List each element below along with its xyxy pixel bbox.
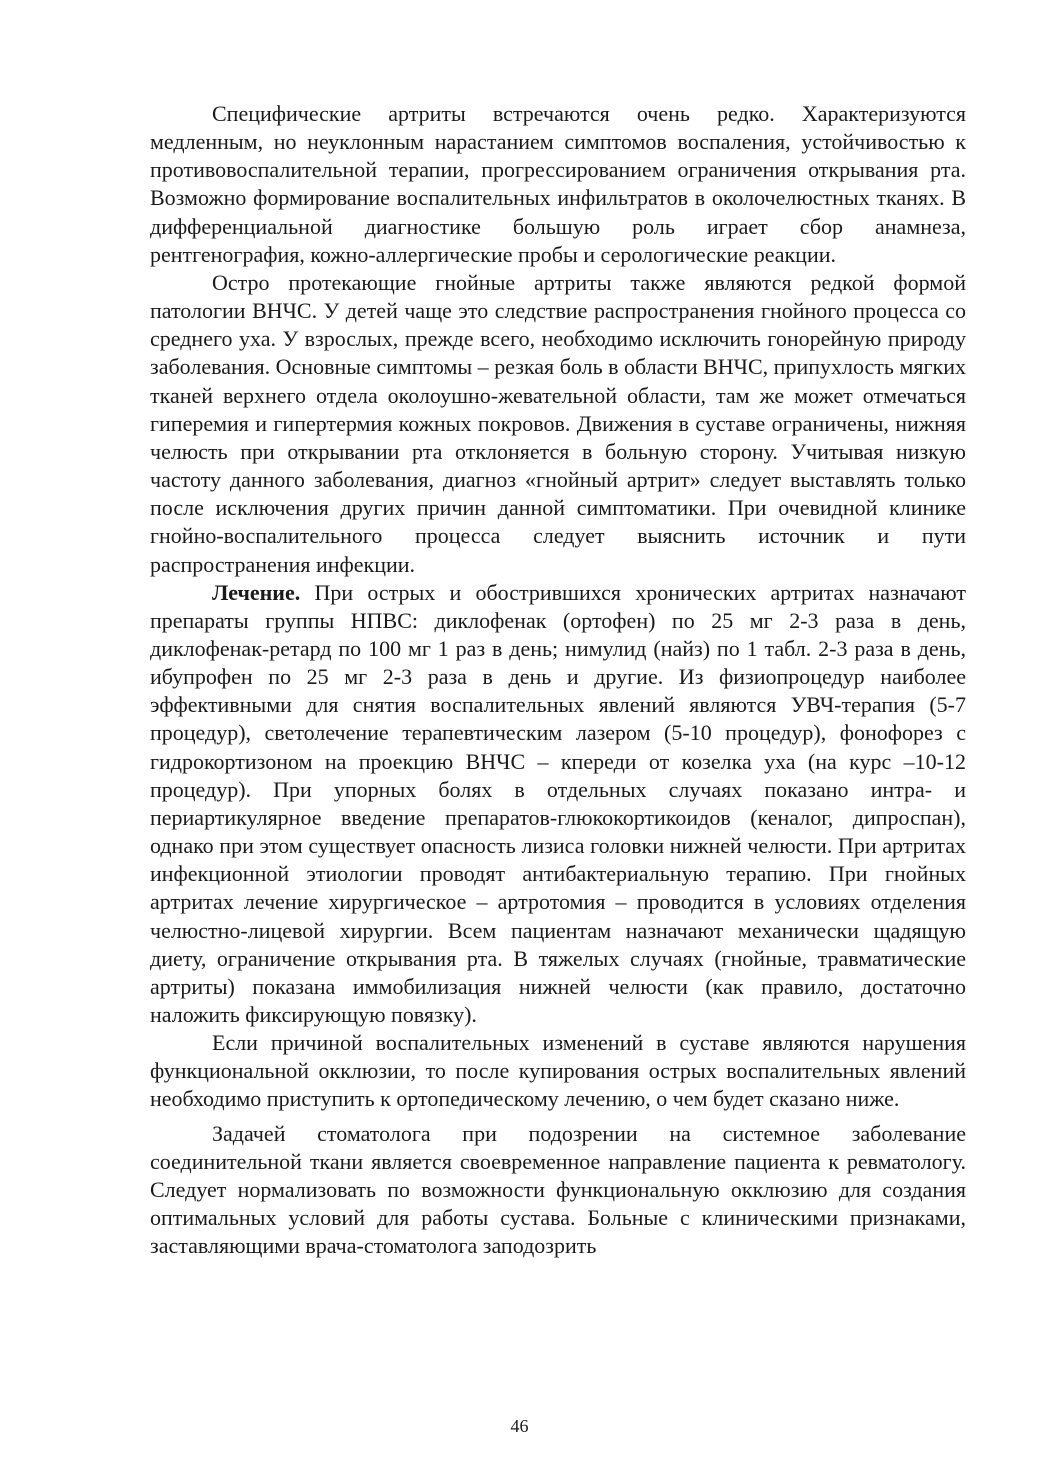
paragraph-text: Если причиной воспалительных изменений в суставе являются нарушения функциональной окклюзии, то после купирования острых воспалительных явлений необходимо приступить к ортопедическому лечению, о чем будет сказано ниже.: [150, 1030, 966, 1112]
paragraph-text: Специфические артриты встречаются очень редко. Характеризуются медленным, но неуклонным нарастанием симптомов воспаления, устойчивостью к противовоспалительной терапии, прогрессированием ограничения открывания рта. Возможно формирование воспалительных инфильтратов в околочелюстных тканях. В дифференциальной диагностике большую роль играет сбор анамнеза, рентгенография, кожно-аллергические пробы и серологические реакции.: [150, 101, 966, 267]
paragraph-occlusion: [150, 1029, 966, 1113]
page-body: [150, 100, 966, 1260]
paragraph-text: При острых и обострившихся хронических артритах назначают препараты группы НПВС: диклофенак (ортофен) по 25 мг 2-3 раза в день, диклофенак-ретард по 100 мг 1 раз в день; нимулид (найз) по 1 табл. 2-3 раза в день, ибупрофен по 25 мг 2-3 раза в день и другие. Из физиопроцедур наиболее эффективными для снятия воспалительных явлений являются УВЧ-терапия (5-7 процедур), светолечение терапевтическим лазером (5-10 процедур), фонофорез с гидрокортизоном на проекцию ВНЧС – кпереди от козелка уха (на курс –10-12 процедур). При упорных болях в отдельных случаях показано интра- и периартикулярное введение препаратов-глюкокортикоидов (кеналог, дипроспан), однако при этом существует опасность лизиса головки нижней челюсти. При артритах инфекционной этиологии проводят антибактериальную терапию. При гнойных артритах лечение хирургическое – артротомия – проводится в условиях отделения челюстно-лицевой хирургии. Всем пациентам назначают механически щадящую диету, ограничение открывания рта. В тяжелых случаях (гнойные, травматические артриты) показана иммобилизация нижней челюсти (как правило, достаточно наложить фиксирующую повязку).: [150, 579, 966, 1027]
paragraph-text: Задачей стоматолога при подозрении на системное заболевание соединительной ткани является своевременное направление пациента к ревматологу. Следует нормализовать по возможности функциональную окклюзию для создания оптимальных условий для работы сустава. Больные с клиническими признаками, заставляющими врача-стоматолога заподозрить: [150, 1120, 966, 1259]
paragraph-specific-arthritis: [150, 100, 966, 269]
paragraph-purulent-arthritis: [150, 269, 966, 579]
paragraph-treatment: [150, 579, 966, 1030]
paragraph-lead-heading: Лечение.: [212, 579, 301, 605]
page-number: 46: [510, 1416, 529, 1436]
paragraph-text: Остро протекающие гнойные артриты также являются редкой формой патологии ВНЧС. У детей чаще это следствие распространения гнойного процесса со среднего уха. У взрослых, прежде всего, необходимо исключить гонорейную природу заболевания. Основные симптомы – резкая боль в области ВНЧС, припухлость мягких тканей верхнего отдела околоушно-жевательной области, там же может отмечаться гиперемия и гипертермия кожных покровов. Движения в суставе ограничены, нижняя челюсть при открывании рта отклоняется в больную сторону. Учитывая низкую частоту данного заболевания, диагноз «гнойный артрит» следует выставлять только после исключения других причин данной симптоматики. При очевидной клинике гнойно-воспалительного процесса следует выяснить источник и пути распространения инфекции.: [150, 269, 966, 577]
paragraph-dentist-task: [150, 1120, 966, 1261]
